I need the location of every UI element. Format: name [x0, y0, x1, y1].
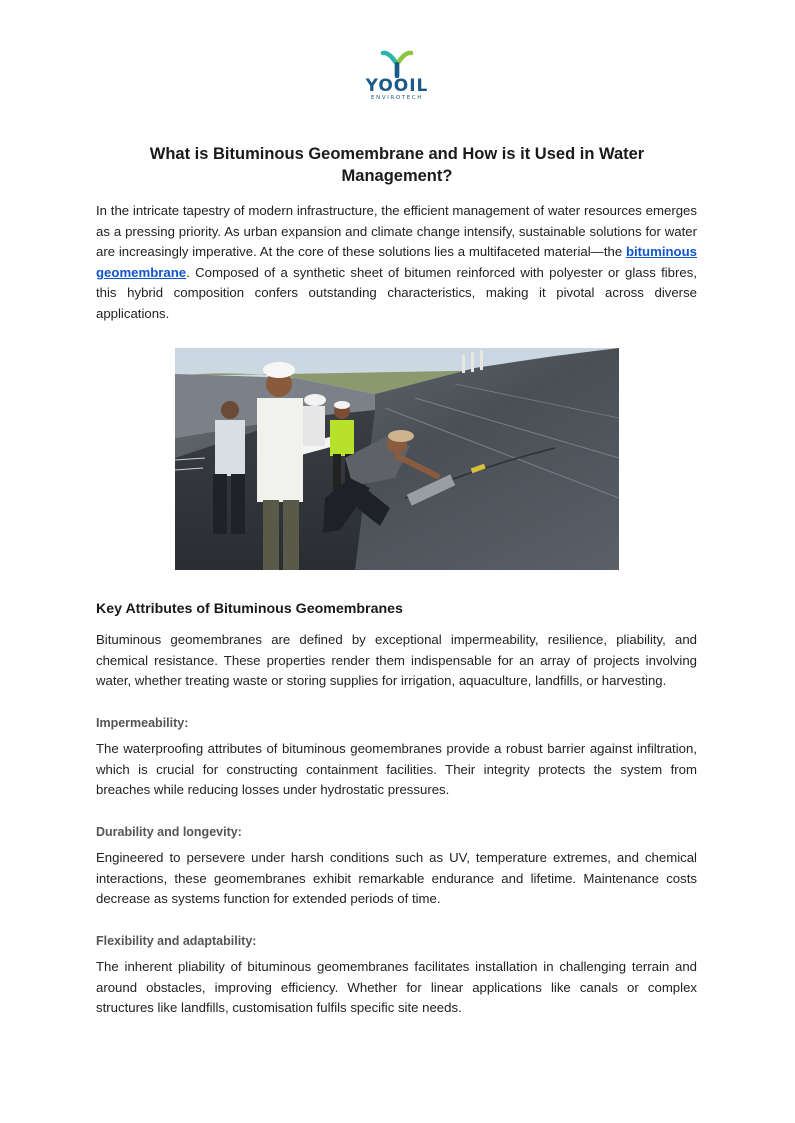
durability-paragraph: Engineered to persevere under harsh conditions such as UV, temperature extremes, and chemical interactions, these geomembranes exhibit remarkable endurance and lifetime. Maintenance costs decrease as systems function for extended periods of time. — [96, 850, 697, 907]
flexibility-heading: Flexibility and adaptability: — [96, 934, 257, 948]
intro-text-before-link: In the intricate tapestry of modern infrastructure, the efficient management of water resources emerges as a pressing priority. As urban expansion and climate change intensify, sustainable solutions for water are increasingly imperative. At the core of these solutions lies a multifaceted material—the — [96, 203, 697, 260]
logo-tagline: ENVIROTECH — [371, 95, 423, 101]
impermeability-heading: Impermeability: — [96, 716, 189, 730]
logo-brand-name: YOOIL — [365, 76, 429, 96]
geomembrane-installation-image — [175, 348, 619, 570]
impermeability-paragraph: The waterproofing attributes of bituminous geomembranes provide a robust barrier against infiltration, which is crucial for constructing containment facilities. Their integrity protects the system from breaches while reducing losses under hydrostatic pressures. — [96, 741, 697, 798]
intro-paragraph — [96, 201, 697, 325]
site-photo — [175, 348, 619, 570]
bituminous-geomembrane-link[interactable]: bituminous geomembrane — [96, 244, 697, 280]
durability-heading: Durability and longevity: — [96, 825, 242, 839]
key-attributes-heading: Key Attributes of Bituminous Geomembranes — [96, 601, 403, 617]
yooil-y-mark-icon — [380, 50, 414, 78]
intro-text-after-link: . Composed of a synthetic sheet of bitumen reinforced with polyester or glass fibres, this hybrid composition confers outstanding characteristics, making it pivotal across diverse applications. — [96, 264, 697, 321]
key-attributes-paragraph: Bituminous geomembranes are defined by exceptional impermeability, resilience, pliability, and chemical resistance. These properties render them indispensable for an array of projects involving water, whether treating waste or storing supplies for irrigation, aquaculture, landfills, or harvesting. — [96, 632, 697, 689]
flexibility-paragraph: The inherent pliability of bituminous geomembranes facilitates installation in challenging terrain and around obstacles, improving efficiency. Whether for linear applications like canals or complex structures like landfills, customisation fulfils specific site needs. — [96, 959, 697, 1016]
page-title: What is Bituminous Geomembrane and How is it Used in Water Management? — [149, 145, 645, 185]
yooil-logo — [357, 50, 437, 112]
